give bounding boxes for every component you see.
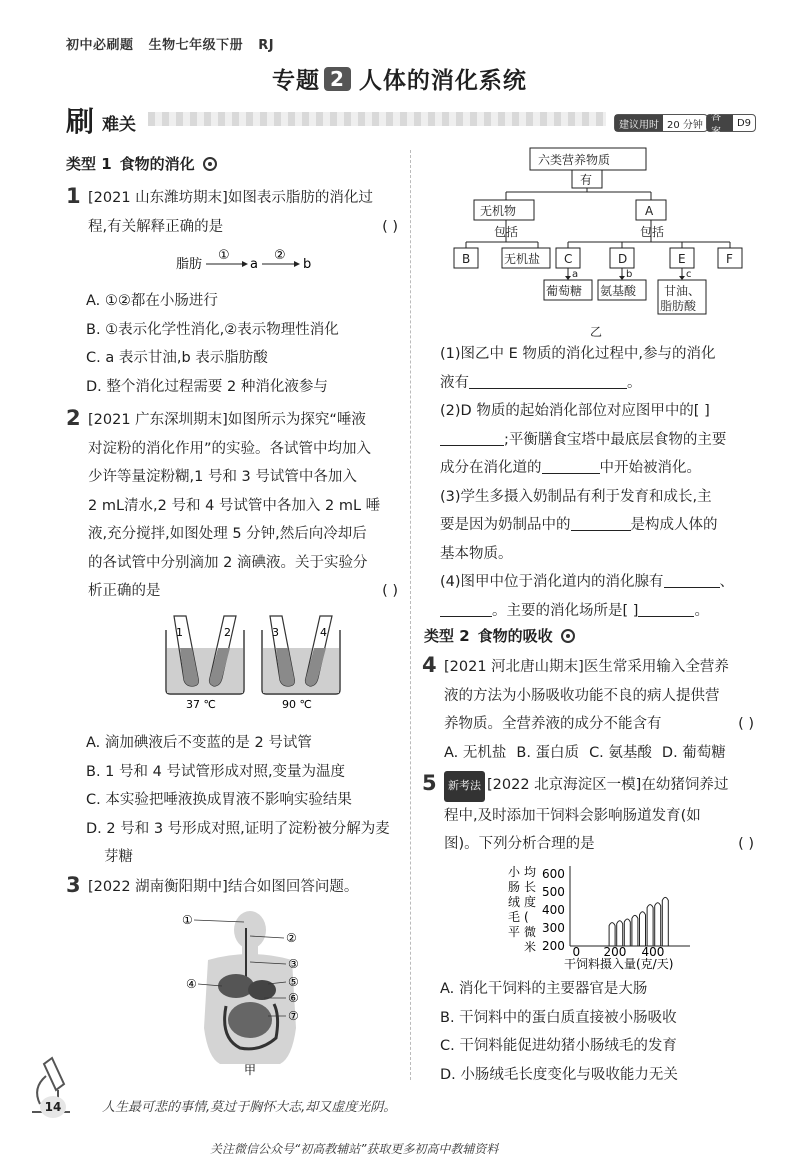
- svg-text:B: B: [462, 252, 471, 266]
- svg-text:⑥: ⑥: [288, 991, 299, 1005]
- svg-text:2: 2: [224, 626, 231, 639]
- question-3: [66, 873, 398, 902]
- chart-bar: [662, 897, 668, 946]
- svg-text:氨基酸: 氨基酸: [600, 284, 637, 298]
- footer-motto: 人生最可悲的事情,莫过于胸怀大志,却又虚度光阴。: [102, 1100, 397, 1115]
- q5-line1: 新考法 [2022 北京海淀区一模]在幼猪饲养过: [444, 771, 754, 802]
- q1-fat-label: 脂肪: [176, 257, 203, 272]
- svg-text:⑤: ⑤: [288, 975, 299, 989]
- q5-option-a: A. 消化干饲料的主要器官是大肠: [440, 981, 648, 997]
- q4-number: 4: [422, 653, 437, 677]
- footer-promo: 关注微信公众号“初高教辅站”获取更多初高中教辅资料: [210, 1142, 499, 1156]
- svg-text:④: ④: [186, 977, 197, 991]
- target-icon: [561, 629, 575, 643]
- q3-sub3-line1: (3)学生多摄入奶制品有利于发育和成长,主: [440, 488, 712, 505]
- answer-badge: [706, 112, 756, 138]
- chart-ylabel-inner: [524, 865, 536, 954]
- q1-options: [86, 287, 406, 401]
- x-tick-label: 400: [641, 945, 665, 959]
- y-tick-label: 600: [542, 867, 565, 881]
- section-small-label: 难关: [102, 115, 136, 135]
- q3-blank-7[interactable]: [638, 601, 694, 617]
- ylabel-outer-1: 小: [508, 865, 521, 879]
- q1-mid-label: a: [250, 257, 258, 272]
- question-2: [66, 406, 398, 606]
- book-name: 生物七年级下册: [148, 38, 244, 53]
- q2-line7: 析正确的是: [88, 583, 161, 599]
- time-label: 建议用时: [615, 115, 663, 131]
- y-tick-label: 200: [542, 939, 565, 953]
- ylabel-outer-4: 毛: [508, 910, 521, 924]
- svg-text:A: A: [645, 204, 654, 218]
- q4-option-c: C. 氨基酸: [589, 744, 652, 761]
- type1-label: 类型 1: [66, 155, 112, 173]
- q3-blank-1[interactable]: [469, 373, 627, 389]
- q2-line3: 少许等量淀粉糊,1 号和 3 号试管中各加入: [88, 469, 357, 485]
- q2-line1: [2021 广东深圳期末]如图所示为探究“唾液: [88, 412, 366, 428]
- q5-options: [440, 975, 760, 1089]
- target-icon: [203, 157, 217, 171]
- q3-digestive-system-figure: [180, 908, 320, 1080]
- q4-answer-paren: ( ): [738, 716, 754, 732]
- q4-options: [444, 739, 754, 768]
- ylabel-outer-3: 绒: [508, 895, 521, 909]
- svg-text:葡萄糖: 葡萄糖: [546, 284, 583, 298]
- q2-options: [86, 729, 406, 872]
- q3-sub2-line3: 成分在消化道的 中开始被消化。: [440, 460, 701, 476]
- question-4: [422, 653, 754, 767]
- q2-line5: 液,充分搅拌,如图处理 5 分钟,然后向冷却后: [88, 526, 367, 542]
- q3-blank-2[interactable]: [440, 430, 504, 446]
- q1-fat-digestion-diagram: [170, 246, 320, 276]
- edition: RJ: [258, 38, 275, 53]
- ylabel-outer-5: 平: [508, 925, 521, 939]
- q4-option-b: B. 蛋白质: [516, 744, 580, 761]
- q1-step1-label: ①: [218, 248, 230, 263]
- q1-arrowhead-2: [294, 261, 300, 267]
- tree-arrowheads: [565, 276, 685, 280]
- svg-text:包括: 包括: [640, 225, 665, 239]
- q2-option-a: A. 滴加碘液后不变蓝的是 2 号试管: [86, 735, 312, 751]
- temp-37: 37 ℃: [186, 698, 216, 711]
- question-5: [422, 771, 754, 859]
- ylabel-inner-3: 度: [524, 895, 537, 909]
- svg-text:E: E: [678, 252, 686, 266]
- y-tick-label: 500: [542, 885, 565, 899]
- q1-number: 1: [66, 184, 81, 208]
- section-banner-decoration: [148, 112, 606, 126]
- q3-nutrient-tree-figure: [440, 146, 760, 342]
- q3-subquestions: [440, 340, 760, 625]
- q1-option-b: B. ①表示化学性消化,②表示物理性消化: [86, 321, 339, 338]
- svg-text:1: 1: [176, 626, 183, 639]
- type2-heading: [424, 625, 575, 646]
- type1-title: 食物的消化: [119, 155, 195, 173]
- svg-text:b: b: [626, 269, 633, 280]
- svg-text:无机物: 无机物: [480, 204, 517, 218]
- q4-line2: 液的方法为小肠吸收功能不良的病人提供营: [444, 687, 720, 704]
- answer-label: 答案: [707, 115, 733, 131]
- chart-bar: [655, 903, 661, 946]
- q1-step2-label: ②: [274, 248, 286, 263]
- q3-sub2-line1: (2)D 物质的起始消化部位对应图甲中的[ ]: [440, 403, 710, 419]
- q2-answer-paren: ( ): [382, 583, 398, 599]
- q3-sub3-line2: 要是因为奶制品中的 是构成人体的: [440, 517, 718, 533]
- section-bar: [66, 104, 756, 138]
- question-1: [66, 184, 398, 241]
- q3-line1: [2022 湖南衡阳期中]结合如图回答问题。: [88, 879, 359, 895]
- svg-text:包括: 包括: [494, 225, 519, 239]
- svg-text:c: c: [686, 269, 692, 280]
- q3-sub1-line2: 液有 。: [440, 374, 642, 391]
- chart-bar: [624, 919, 630, 946]
- q1-line2: 程,有关解释正确的是: [88, 218, 224, 235]
- ylabel-inner-4: (: [524, 910, 529, 924]
- svg-text:F: F: [726, 252, 733, 266]
- q3-sub3-line3: 基本物质。: [440, 545, 513, 562]
- q2-line6: 的各试管中分别滴加 2 滴碘液。关于实验分: [88, 554, 368, 571]
- chart-ylabel-outer: [508, 865, 521, 939]
- svg-text:有: 有: [580, 173, 593, 187]
- villus-length-chart: [506, 860, 696, 974]
- x-tick-label: 0: [572, 945, 581, 959]
- q4-line3: 养物质。全营养液的成分不能含有: [444, 716, 662, 732]
- q2-line4: 2 mL清水,2 号和 4 号试管中各加入 2 mL 唾: [88, 497, 381, 514]
- chart-bars: [609, 897, 668, 946]
- type1-heading: [66, 153, 217, 174]
- q2-option-b: B. 1 号和 4 号试管形成对照,变量为温度: [86, 763, 346, 780]
- svg-text:无机盐: 无机盐: [504, 252, 541, 266]
- topic-label: 专题: [272, 68, 320, 94]
- q1-end-label: b: [303, 257, 312, 272]
- ylabel-inner-6: 米: [524, 940, 537, 954]
- new-method-tag: 新考法: [444, 771, 485, 802]
- q2-number: 2: [66, 406, 81, 430]
- fig-jia-caption: 甲: [244, 1063, 257, 1077]
- q5-option-c: C. 干饲料能促进幼猪小肠绒毛的发育: [440, 1038, 677, 1054]
- topic-name: 人体的消化系统: [358, 68, 527, 94]
- time-badge: [614, 114, 708, 132]
- svg-text:C: C: [564, 252, 573, 266]
- ylabel-outer-2: 肠: [508, 880, 521, 894]
- chart-bar: [617, 921, 623, 946]
- q5-option-b: B. 干饲料中的蛋白质直接被小肠吸收: [440, 1009, 677, 1026]
- type2-label: 类型 2: [424, 627, 470, 645]
- chart-bar: [609, 923, 615, 946]
- svg-text:①: ①: [182, 913, 193, 927]
- q2-test-tube-diagram: [162, 608, 352, 713]
- time-value: 20 分钟: [667, 119, 703, 131]
- y-tick-label: 400: [542, 903, 565, 917]
- column-divider: [410, 150, 411, 1080]
- q1-option-c: C. a 表示甘油,b 表示脂肪酸: [86, 350, 268, 366]
- q2-option-c: C. 本实验把唾液换成胃液不影响实验结果: [86, 792, 352, 808]
- chart-bar: [640, 912, 646, 946]
- fig-yi-caption: 乙: [590, 325, 603, 339]
- q2-option-d: D. 2 号和 3 号形成对照,证明了淀粉被分解为麦: [86, 820, 390, 837]
- svg-text:4: 4: [320, 626, 327, 639]
- series-name: 初中必刷题: [66, 38, 134, 53]
- q3-blank-5[interactable]: [664, 572, 720, 588]
- topic-title: [272, 62, 527, 95]
- q1-option-d: D. 整个消化过程需要 2 种消化液参与: [86, 378, 328, 395]
- q4-option-a: A. 无机盐: [444, 744, 507, 761]
- q3-sub1-line1: (1)图乙中 E 物质的消化过程中,参与的消化: [440, 346, 716, 362]
- chart-bar: [632, 915, 638, 946]
- q3-blank-4[interactable]: [571, 515, 631, 531]
- svg-text:D: D: [618, 252, 628, 266]
- section-big-label: 刷: [66, 105, 95, 138]
- ylabel-inner-2: 长: [524, 880, 537, 894]
- q3-sub4-line1: (4)图甲中位于消化道内的消化腺有 、: [440, 574, 735, 590]
- temp-90: 90 ℃: [282, 698, 312, 711]
- chart-y-ticks: [542, 867, 565, 953]
- q1-answer-paren: ( ): [382, 218, 398, 235]
- type2-title: 食物的吸收: [477, 627, 553, 645]
- running-header: [66, 34, 274, 53]
- q1-line1: [2021 山东潍坊期末]如图表示脂肪的消化过: [88, 190, 373, 206]
- ylabel-inner-5: 微: [524, 925, 537, 939]
- q5-line3: 图)。下列分析合理的是: [444, 836, 595, 852]
- q5-answer-paren: ( ): [738, 836, 754, 852]
- q4-option-d: D. 葡萄糖: [661, 744, 726, 761]
- svg-text:3: 3: [272, 626, 279, 639]
- chart-bar: [647, 905, 653, 946]
- answer-value: D9: [736, 117, 751, 129]
- q2-line2: 对淀粉的消化作用”的实验。各试管中均加入: [88, 440, 372, 457]
- topic-number: 2: [324, 67, 351, 91]
- q3-sub4-line2: 。主要的消化场所是[ ] 。: [440, 597, 760, 626]
- ylabel-inner-1: 均: [524, 865, 537, 879]
- page-number: 14: [40, 1096, 66, 1118]
- svg-text:③: ③: [288, 957, 299, 971]
- x-tick-label: 200: [603, 945, 627, 959]
- q1-arrowhead-1: [242, 261, 248, 267]
- q3-blank-3[interactable]: [542, 458, 600, 474]
- svg-text:甘油、: 甘油、: [664, 284, 701, 298]
- q3-number: 3: [66, 873, 81, 897]
- q3-blank-6[interactable]: [440, 601, 492, 617]
- y-tick-label: 300: [542, 921, 565, 935]
- q3-sub2-line2: ;平衡膳食宝塔中最底层食物的主要: [440, 426, 760, 455]
- svg-text:⑦: ⑦: [288, 1009, 299, 1023]
- q2-option-d-cont: 芽糖: [104, 849, 133, 865]
- q5-line2: 程中,及时添加干饲料会影响肠道发育(如: [444, 807, 701, 824]
- svg-text:脂肪酸: 脂肪酸: [660, 299, 697, 313]
- svg-text:②: ②: [286, 931, 297, 945]
- q4-line1: [2021 河北唐山期末]医生常采用输入全营养: [444, 659, 729, 675]
- q5-number: 5: [422, 771, 437, 795]
- svg-text:a: a: [572, 269, 579, 280]
- q5-option-d: D. 小肠绒毛长度变化与吸收能力无关: [440, 1066, 678, 1083]
- chart-xlabel: 干饲料摄入量(克/天): [564, 957, 674, 971]
- svg-text:六类营养物质: 六类营养物质: [538, 153, 611, 167]
- q1-option-a: A. ①②都在小肠进行: [86, 293, 218, 309]
